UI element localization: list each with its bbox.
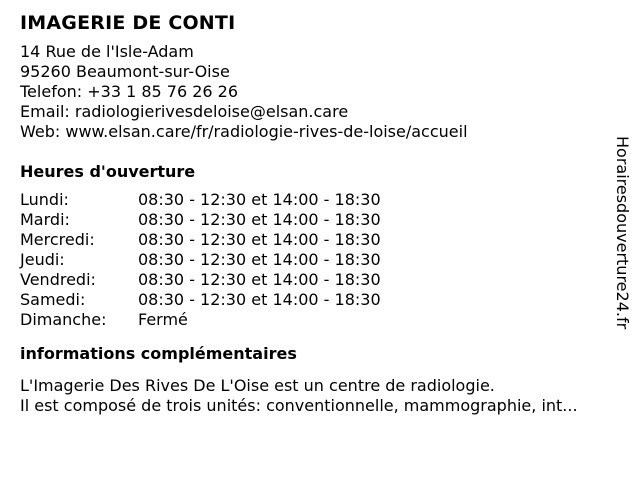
site-watermark: Horairesdouverture24.fr — [613, 136, 632, 330]
day-hours: Fermé — [138, 310, 188, 329]
street-address: 14 Rue de l'Isle-Adam — [20, 42, 194, 61]
hours-row-mardi — [20, 210, 620, 230]
opening-hours-table — [20, 190, 620, 330]
day-hours: 08:30 - 12:30 et 14:00 - 18:30 — [138, 230, 381, 249]
day-label: Mercredi: — [20, 230, 95, 249]
day-hours: 08:30 - 12:30 et 14:00 - 18:30 — [138, 290, 381, 309]
day-hours: 08:30 - 12:30 et 14:00 - 18:30 — [138, 250, 381, 269]
phone-number: Telefon: +33 1 85 76 26 26 — [20, 82, 239, 101]
day-label: Mardi: — [20, 210, 70, 229]
description-line-2: Il est composé de trois unités: conventionnelle, mammographie, int... — [20, 396, 578, 415]
day-label: Jeudi: — [20, 250, 65, 269]
day-label: Lundi: — [20, 190, 69, 209]
hours-row-lundi — [20, 190, 620, 210]
hours-row-vendredi — [20, 270, 620, 290]
description-line-1: L'Imagerie Des Rives De L'Oise est un centre de radiologie. — [20, 376, 495, 395]
day-hours: 08:30 - 12:30 et 14:00 - 18:30 — [138, 210, 381, 229]
day-label: Vendredi: — [20, 270, 96, 289]
day-hours: 08:30 - 12:30 et 14:00 - 18:30 — [138, 190, 381, 209]
hours-row-mercredi — [20, 230, 620, 250]
opening-hours-heading: Heures d'ouverture — [20, 162, 196, 181]
hours-row-dimanche — [20, 310, 620, 330]
business-name: IMAGERIE DE CONTI — [20, 12, 236, 34]
day-label: Dimanche: — [20, 310, 107, 329]
day-hours: 08:30 - 12:30 et 14:00 - 18:30 — [138, 270, 381, 289]
city-postcode: 95260 Beaumont-sur-Oise — [20, 62, 230, 81]
day-label: Samedi: — [20, 290, 86, 309]
business-card — [20, 10, 620, 416]
hours-row-jeudi — [20, 250, 620, 270]
additional-info-heading: informations complémentaires — [20, 344, 297, 363]
website-address: Web: www.elsan.care/fr/radiologie-rives-de-loise/accueil — [20, 122, 468, 141]
email-address: Email: radiologierivesdeloise@elsan.care — [20, 102, 349, 121]
hours-row-samedi — [20, 290, 620, 310]
